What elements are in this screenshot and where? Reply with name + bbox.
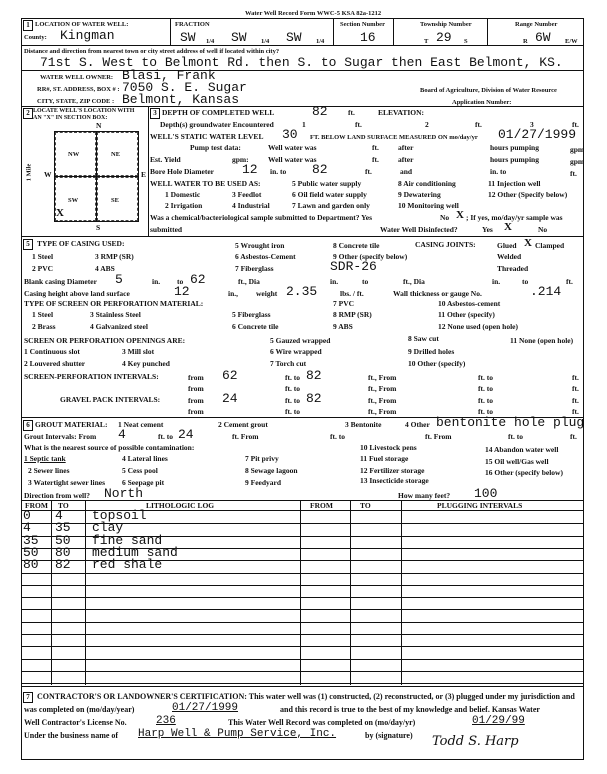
hours-2: hours pumping (490, 155, 539, 164)
contam-privy: 7 Pit privy (245, 454, 279, 463)
casing-title: TYPE OF CASING USED: (37, 239, 125, 248)
cert-line-2a: was completed on (mo/day/year) (24, 705, 135, 714)
joint-welded: Welded (497, 252, 522, 261)
gravel-ft-end-2: ft. (572, 407, 579, 416)
use-irrigation: 2 Irrigation (165, 201, 203, 210)
perf-louvered: 2 Louvered shutter (24, 359, 86, 368)
screen-pvc: 7 PVC (333, 299, 355, 308)
directions-value[interactable]: 71st S. West to Belmont Rd. then S. to Sugar then East Belmont, KS. (40, 55, 563, 70)
gravel-ft-to-1b: ft. to (478, 396, 493, 405)
range-number[interactable]: 6W (535, 30, 551, 45)
cert-line-4b: by (signature) (365, 731, 413, 740)
chem-x[interactable]: X (456, 209, 464, 221)
screen-brass: 2 Brass (32, 322, 56, 331)
gw-ft-1: ft. (355, 120, 362, 129)
gw-2: 2 (425, 120, 429, 129)
gw-1: 1 (302, 120, 306, 129)
contam-oilwell: 15 Oil well/Gas well (485, 457, 549, 466)
grout-cement: 2 Cement grout (218, 420, 268, 429)
contam-fuel: 11 Fuel storage (360, 454, 409, 463)
hours-1: hours pumping (490, 143, 539, 152)
grout-title: GROUT MATERIAL: (35, 420, 108, 429)
bore-ft-2: ft. (570, 169, 577, 178)
perf-ft-from-1: ft., From (368, 373, 397, 382)
gravel-ft-to-2: ft. to (285, 407, 300, 416)
gravel-ft-end-1: ft. (572, 396, 579, 405)
casing-abs: 4 ABS (95, 264, 115, 273)
joint-x[interactable]: X (524, 237, 532, 249)
log-header-to-2: TO (360, 501, 371, 510)
perf-from-1: from (188, 373, 204, 382)
section-number-label: Section Number (340, 21, 385, 28)
gw-label: Depth(s) groundwater Encountered (160, 120, 274, 129)
gpm-2: gpm (570, 157, 585, 166)
owner-label: WATER WELL OWNER: (40, 74, 114, 81)
section-1-number: 1 (23, 20, 33, 31)
casing-wrought: 5 Wrought iron (235, 241, 285, 250)
township-suffix: S (464, 38, 468, 45)
cert-business[interactable]: Harp Well & Pump Service, Inc. (138, 728, 337, 740)
log-header-from-2: FROM (310, 501, 333, 510)
bore-ft: ft. (365, 167, 372, 176)
use-industrial: 4 Industrial (232, 201, 270, 210)
static-after: FT. BELOW LAND SURFACE MEASURED ON mo/day/yr (310, 134, 478, 141)
grout-intervals-label: Grout Intervals: From (24, 432, 97, 441)
gw-ft-3: ft. (572, 120, 579, 129)
log-row-line (21, 671, 584, 672)
feet-value[interactable]: 100 (474, 486, 498, 501)
joints-label: CASING JOINTS: (415, 240, 476, 249)
township-number[interactable]: 29 (436, 30, 452, 45)
casing-steel: 1 Steel (32, 252, 54, 261)
direction-value[interactable]: North (104, 486, 144, 501)
contam-abandon: 14 Abandon water well (485, 445, 559, 454)
disinfected-x[interactable]: X (504, 221, 512, 233)
log-cell-from[interactable]: 0 (23, 508, 31, 523)
intervals-label: SCREEN-PERFORATION INTERVALS: (24, 372, 159, 381)
blank-to: to (177, 277, 184, 286)
joint-glued: Glued (497, 241, 517, 250)
log-cell-from[interactable]: 35 (23, 532, 39, 548)
gravel-from-1: from (188, 396, 204, 405)
perf-ft-to-1b: ft. to (478, 373, 493, 382)
wall-label: Wall thickness or gauge No. (393, 289, 482, 298)
township-prefix: T (424, 38, 429, 45)
directions-label: Distance and direction from nearest town or city street address of well if located within city? (24, 48, 280, 55)
log-row-line (21, 585, 584, 586)
screen-asbestos: 10 Asbestos-cement (438, 299, 501, 308)
after-1: after (398, 143, 414, 152)
perf-ft-to-2: ft. to (285, 384, 300, 393)
section-x-mark[interactable]: X (56, 207, 64, 219)
cert-line-4a: Under the business name of (24, 731, 119, 740)
bore-in-to-2: in. to (490, 167, 507, 176)
blank-ft-3: ft. (566, 277, 573, 286)
gravel-ft-from-1: ft., From (368, 396, 397, 405)
owner-name[interactable]: Blasi, Frank (122, 68, 216, 83)
grout-ft-from-2: ft. From (425, 432, 452, 441)
perf-title: SCREEN OR PERFORATION OPENINGS ARE: (24, 336, 186, 345)
fraction-1[interactable]: SW (180, 30, 196, 45)
static-value[interactable]: 30 (282, 127, 298, 142)
gw-3: 3 (530, 120, 534, 129)
gravel-ft-from-2: ft., From (368, 407, 397, 416)
grout-bentonite: 3 Bentonite (345, 420, 382, 429)
perf-wire: 6 Wire wrapped (270, 347, 322, 356)
quadrant-sw: SW (68, 197, 79, 204)
contam-feedyard: 9 Feedyard (245, 478, 282, 487)
use-oilfield: 6 Oil field water supply (292, 190, 367, 199)
blank-ft-dia-2: ft., Dia (403, 277, 425, 286)
contam-insecticide: 13 Insecticide storage (360, 476, 429, 485)
board-label: Board of Agriculture, Division of Water Resource (420, 87, 557, 94)
signature: Todd S. Harp (432, 734, 519, 749)
grout-other-label: 4 Other (405, 420, 430, 429)
blank-to-value[interactable]: 62 (190, 272, 206, 287)
gravel-to-value[interactable]: 82 (306, 391, 322, 406)
grout-to-value[interactable]: 24 (178, 427, 194, 442)
cert-line-3b: This Water Well Record was completed on (mo/day/yr) (228, 718, 416, 727)
casing-asbestos: 6 Asbestos-Cement (235, 252, 296, 261)
gpm-1: gpm (570, 145, 585, 154)
depth-value[interactable]: 82 (312, 104, 328, 119)
application-label: Application Number: (452, 99, 512, 106)
use-other: 12 Other (Specify below) (488, 190, 568, 199)
use-label: WELL WATER TO BE USED AS: (150, 179, 261, 188)
joint-threaded: Threaded (497, 264, 529, 273)
log-cell-from[interactable]: 80 (23, 557, 39, 573)
gravel-ft-to-1: ft. to (285, 396, 300, 405)
fraction-2[interactable]: SW (231, 30, 247, 45)
grout-other-value[interactable]: bentonite hole plug (436, 415, 585, 430)
log-header-to: TO (58, 501, 69, 510)
blank-to-2: to (362, 277, 369, 286)
section-6-number: 6 (23, 420, 33, 431)
height-in: in., (228, 289, 239, 298)
county-label: County: (24, 34, 47, 41)
screen-none: 12 None used (open hole) (438, 322, 519, 331)
section-number[interactable]: 16 (360, 30, 376, 45)
section-box-e: E (141, 170, 147, 179)
log-row-line (21, 609, 584, 610)
fraction-label: FRACTION (175, 21, 210, 28)
screen-steel: 1 Steel (32, 310, 54, 319)
log-row-line (21, 646, 584, 647)
screen-other: 11 Other (specify) (438, 310, 495, 319)
blank-to-3: to (522, 277, 529, 286)
weight-value[interactable]: 2.35 (286, 284, 318, 299)
gpm-colon: gpm: (232, 155, 249, 164)
perf-ft-from-2: ft., From (368, 384, 397, 393)
gw-ft-2: ft. (475, 120, 482, 129)
submitted-label: submitted (150, 225, 183, 234)
screen-galvanized: 4 Galvanized steel (90, 322, 148, 331)
casing-rmp: 3 RMP (SR) (95, 252, 134, 261)
form-title: Water Well Record Form WWC-5 KSA 82a-1212 (245, 10, 382, 17)
log-row-line (21, 573, 584, 574)
log-cell-desc[interactable]: clay (92, 520, 124, 536)
depth-label: DEPTH OF COMPLETED WELL (162, 108, 275, 117)
chem-label: Was a chemical/bacteriological sample submitted to Department? Yes (150, 213, 372, 222)
city-value[interactable]: Belmont, Kansas (122, 92, 240, 107)
contam-other: 16 Other (specify below) (485, 468, 563, 477)
weight-label: weight (256, 289, 278, 298)
log-cell-to[interactable]: 4 (55, 508, 63, 523)
casing-concrete: 8 Concrete tile (333, 241, 380, 250)
section-2-number: 2 (23, 108, 33, 119)
log-cell-desc[interactable]: medium sand (92, 544, 178, 560)
section-5-number: 5 (23, 239, 33, 250)
cert-line-3a: Well Contractor's License No. (24, 718, 127, 727)
screen-rmp: 8 RMP (SR) (333, 310, 372, 319)
contam-lagoon: 8 Sewage lagoon (245, 466, 298, 475)
bore-value[interactable]: 12 (242, 162, 258, 177)
city-label: CITY, STATE, ZIP CODE : (37, 98, 115, 105)
section-box-w: W (44, 170, 52, 179)
quadrant-ne: NE (111, 151, 121, 158)
address-label: RR#, ST. ADDRESS, BOX # : (37, 86, 120, 93)
pump-ft-1: ft. (372, 143, 379, 152)
contam-watertight: 3 Watertight sewer lines (28, 478, 106, 487)
well-water-was-1: Well water was (268, 143, 317, 152)
est-yield-label: Est. Yield (150, 155, 181, 164)
well-water-was-2: Well water was (268, 155, 317, 164)
use-lawn: 7 Lawn and garden only (292, 201, 370, 210)
perf-ft-to-1: ft. to (285, 373, 300, 382)
grout-ft-to-2: ft. to (508, 432, 523, 441)
perf-other: 10 Other (specify) (408, 359, 466, 368)
perf-ft-end-1: ft. (572, 373, 579, 382)
section-box-s: S (96, 223, 101, 232)
contam-cess: 5 Cess pool (122, 466, 158, 475)
contam-septic: 1 Septic tank (24, 454, 66, 463)
locate-title: LOCATE WELL'S LOCATION WITH AN "X" IN SECTION BOX: (33, 108, 135, 121)
perf-from-value[interactable]: 62 (222, 368, 238, 383)
quadrant-se: SE (111, 197, 119, 204)
grout-ft-to-1: ft. to (330, 432, 345, 441)
log-cell-from[interactable]: 50 (23, 544, 39, 560)
pump-label: Pump test data: (190, 143, 241, 152)
perf-to-value[interactable]: 82 (306, 368, 322, 383)
height-value[interactable]: 12 (174, 284, 190, 299)
log-row-line (21, 597, 584, 598)
grout-from-value[interactable]: 4 (118, 427, 126, 442)
height-label: Casing height above land surface (24, 289, 130, 298)
cert-completed-date[interactable]: 01/27/1999 (172, 702, 239, 714)
county-value[interactable]: Kingman (60, 28, 115, 43)
log-header-lithologic: LITHOLOGIC LOG (146, 501, 215, 510)
gravel-from-2: from (188, 407, 204, 416)
range-prefix: R (523, 38, 528, 45)
mile-label: 1 Mile (25, 163, 33, 182)
screen-stainless: 3 Stainless Steel (90, 310, 141, 319)
cert-line-1: CONTRACTOR'S OR LANDOWNER'S CERTIFICATION: This water well was (1) constructed, (2) reconstructed, or (3) plugged under my jurisdiction and (37, 692, 575, 701)
blank-in-3: in. (492, 277, 501, 286)
log-header-from: FROM (25, 501, 48, 510)
blank-ft-dia-1: ft., Dia (238, 277, 260, 286)
gravel-from-value[interactable]: 24 (222, 391, 238, 406)
contam-seepage: 6 Seepage pit (122, 478, 165, 487)
contam-label: What is the nearest source of possible contamination: (24, 443, 195, 452)
casing-other: 9 Other (specify below) (333, 252, 408, 261)
feet-label: How many feet? (398, 491, 451, 500)
address-value[interactable]: 7050 S. E. Sugar (122, 80, 247, 95)
cert-license[interactable]: 236 (156, 715, 176, 727)
log-cell-desc[interactable]: topsoil (92, 508, 147, 523)
use-injection: 11 Injection well (488, 179, 541, 188)
quarter-1: 1/4 (206, 38, 215, 45)
after-2: after (398, 155, 414, 164)
grout-to-label: ft. to (158, 432, 173, 441)
range-suffix: E/W (565, 38, 578, 45)
grout-ft-from-1: ft. From (232, 432, 259, 441)
bore-to-value[interactable]: 82 (312, 162, 328, 177)
blank-dia[interactable]: 5 (115, 272, 123, 287)
perf-from-2: from (188, 384, 204, 393)
casing-fiberglass: 7 Fiberglass (235, 264, 274, 273)
contam-lateral: 4 Lateral lines (122, 454, 168, 463)
blank-in: in. (152, 277, 161, 286)
direction-label: Direction from well? (24, 491, 90, 500)
perf-continuous: 1 Continuous slot (24, 347, 80, 356)
log-cell-desc[interactable]: red shale (92, 557, 163, 573)
log-cell-to[interactable]: 50 (55, 532, 71, 548)
wall-value[interactable]: .214 (530, 284, 562, 299)
chem-after: ; If yes, mo/day/yr sample was (466, 213, 563, 222)
perf-torch: 7 Torch cut (270, 359, 307, 368)
casing-sdr[interactable]: SDR-26 (330, 259, 377, 274)
log-row-line (21, 659, 584, 660)
log-cell-to[interactable]: 80 (55, 544, 71, 560)
fraction-3[interactable]: SW (286, 30, 302, 45)
contam-fertilizer: 12 Fertilizer storage (360, 466, 425, 475)
use-feedlot: 3 Feedlot (232, 190, 262, 199)
grout-ft-end: ft. (570, 432, 577, 441)
static-label: WELL'S STATIC WATER LEVEL (150, 132, 264, 141)
screen-concrete: 6 Concrete tile (232, 322, 279, 331)
contam-sewer: 2 Sewer lines (28, 466, 70, 475)
casing-pvc: 2 PVC (32, 264, 54, 273)
perf-saw: 8 Saw cut (408, 334, 439, 343)
screen-fiberglass: 5 Fiberglass (232, 310, 271, 319)
perf-ft-end-2: ft. (572, 384, 579, 393)
perf-drilled: 9 Drilled holes (408, 347, 455, 356)
quarter-2: 1/4 (261, 38, 270, 45)
bore-and: and (400, 167, 413, 176)
log-row-line (21, 622, 584, 623)
section-7-number: 7 (23, 692, 33, 703)
log-row-line (21, 683, 584, 684)
use-monitoring: 10 Monitoring well (398, 201, 459, 210)
blank-in-2: in. (330, 277, 339, 286)
bore-in-to: in. to (270, 167, 287, 176)
location-label: LOCATION OF WATER WELL: (35, 21, 129, 28)
disinfected-yes: Yes (482, 225, 493, 234)
screen-abs: 9 ABS (333, 322, 353, 331)
use-public: 5 Public water supply (292, 179, 362, 188)
pump-ft-2: ft. (372, 155, 379, 164)
disinfected-no: No (538, 225, 548, 234)
perf-mill: 3 Mill slot (122, 347, 155, 356)
joint-clamped: Clamped (535, 241, 565, 250)
perf-key: 4 Key punched (122, 359, 170, 368)
chem-no: No (440, 213, 450, 222)
range-label: Range Number (515, 21, 558, 28)
elevation-label: ELEVATION: (378, 108, 424, 117)
gravel-ft-to-2b: ft. to (478, 407, 493, 416)
gravel-label: GRAVEL PACK INTERVALS: (60, 395, 161, 404)
screen-title: TYPE OF SCREEN OR PERFORATION MATERIAL: (24, 299, 204, 308)
blank-label: Blank casing Diameter (24, 277, 97, 286)
log-cell-from[interactable]: 4 (23, 520, 31, 536)
disinfected-label: Water Well Disinfected? (380, 225, 458, 234)
bore-label: Bore Hole Diameter (150, 167, 215, 176)
perf-ft-to-2b: ft. to (478, 384, 493, 393)
township-label: Township Number (420, 21, 472, 28)
quarter-3: 1/4 (316, 38, 325, 45)
grout-neat: 1 Neat cement (118, 420, 164, 429)
section-3-number: 3 (150, 108, 160, 119)
section-box-n: N (96, 121, 102, 130)
use-air: 8 Air conditioning (398, 179, 456, 188)
log-cell-to[interactable]: 35 (55, 520, 71, 536)
cert-record-date[interactable]: 01/29/99 (472, 715, 525, 727)
weight-unit: lbs. / ft. (340, 289, 364, 298)
log-header-plugging: PLUGGING INTERVALS (437, 501, 523, 510)
cert-line-2b: and this record is true to the best of my knowledge and belief. Kansas Water (280, 705, 540, 714)
perf-gauzed: 5 Gauzed wrapped (270, 336, 331, 345)
static-date[interactable]: 01/27/1999 (498, 127, 577, 142)
log-row-line (21, 634, 584, 635)
use-dewatering: 9 Dewatering (398, 190, 441, 199)
quadrant-nw: NW (68, 151, 80, 158)
depth-ft: ft. (348, 108, 355, 117)
perf-none: 11 None (open hole) (510, 336, 574, 345)
use-domestic: 1 Domestic (165, 190, 201, 199)
log-cell-desc[interactable]: fine sand (92, 532, 163, 548)
log-cell-to[interactable]: 82 (55, 557, 71, 573)
contam-livestock: 10 Livestock pens (360, 443, 417, 452)
